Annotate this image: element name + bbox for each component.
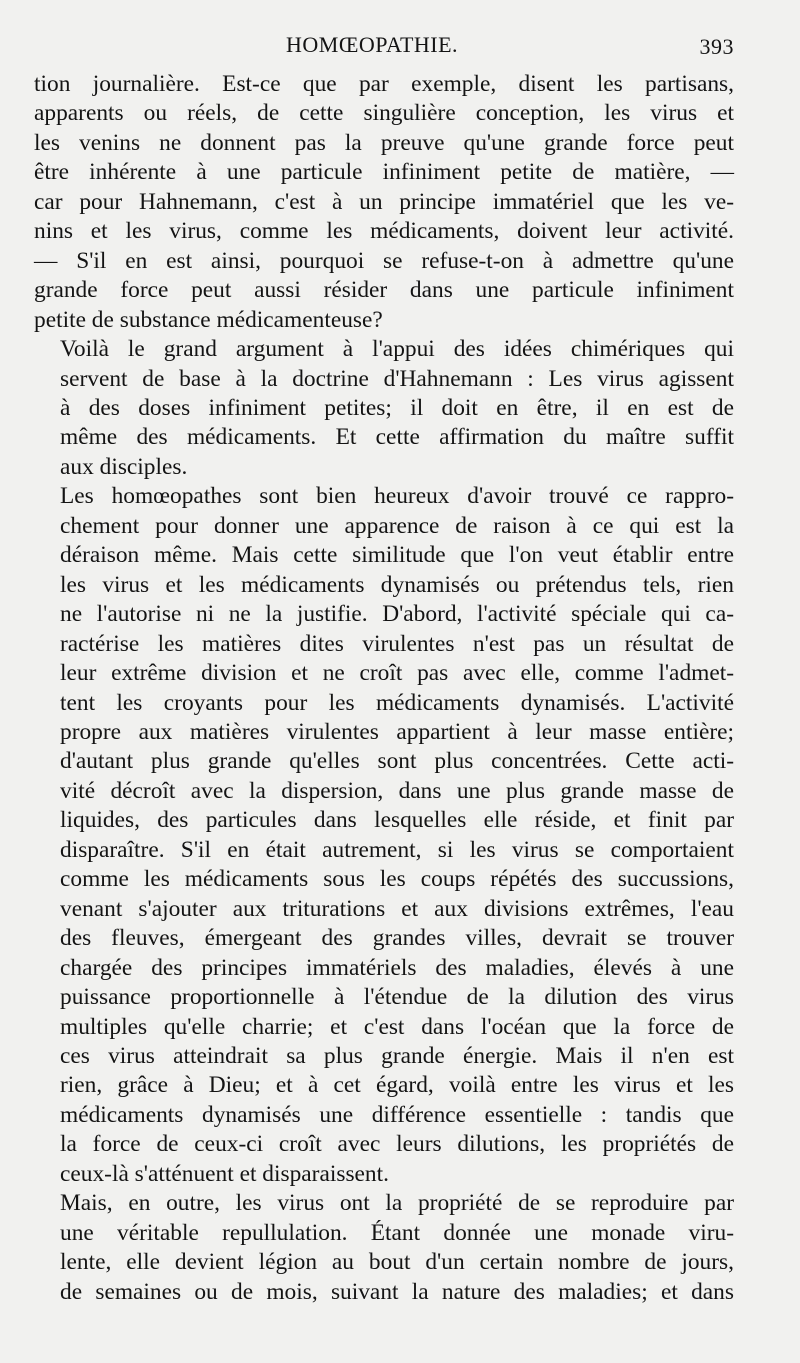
text-line: tion journalière. Est-ce que par exemple, disent les partisans, <box>34 71 734 97</box>
text-line: rien, grâce à Dieu; et à cet égard, voilà entre les virus et les <box>60 1072 734 1099</box>
paragraph-2 <box>34 335 734 482</box>
text-line: médicaments dynamisés une différence essentielle : tandis que <box>60 1101 734 1128</box>
running-header <box>34 28 734 70</box>
text-line: ne l'autorise ni ne la justifie. D'abord, l'activité spéciale qui ca- <box>60 601 734 628</box>
text-line: apparents ou réels, de cette singulière conception, les virus et <box>34 100 734 127</box>
text-line: lente, elle devient légion au bout d'un certain nombre de jours, <box>60 1249 734 1276</box>
page-number: 393 <box>699 34 734 59</box>
text-line: puissance proportionnelle à l'étendue de la dilution des virus <box>60 984 734 1011</box>
text-line: chement pour donner une apparence de raison à ce qui est la <box>60 512 734 539</box>
text-line: liquides, des particules dans lesquelles elle réside, et finit par <box>60 807 734 834</box>
text-line: déraison même. Mais cette similitude que l'on veut établir entre <box>60 542 734 569</box>
text-line: grande force peut aussi résider dans une particule infiniment <box>34 277 734 304</box>
text-line: les virus et les médicaments dynamisés ou prétendus tels, rien <box>60 571 734 598</box>
text-line: servent de base à la doctrine d'Hahnemann : Les virus agissent <box>60 365 734 392</box>
text-line: la force de ceux-ci croît avec leurs dilutions, les propriétés de <box>60 1131 734 1158</box>
text-line: multiples qu'elle charrie; et c'est dans l'océan que la force de <box>60 1013 734 1040</box>
text-line: Mais, en outre, les virus ont la propriété de se reproduire par <box>60 1190 734 1217</box>
paragraph-3 <box>34 482 734 1189</box>
text-line: à des doses infiniment petites; il doit en être, il en est de <box>60 394 734 421</box>
text-line: d'autant plus grande qu'elles sont plus concentrées. Cette acti- <box>60 748 734 775</box>
text-line: tent les croyants pour les médicaments dynamisés. L'activité <box>60 689 734 716</box>
text-line: propre aux matières virulentes appartient à leur masse entière; <box>60 718 734 745</box>
text-line: ractérise les matières dites virulentes n'est pas un résultat de <box>60 630 734 657</box>
text-line: une véritable repullulation. Étant donnée une monade viru- <box>60 1219 734 1246</box>
text-line: disparaître. S'il en était autrement, si les virus se comportaient <box>60 836 734 863</box>
text-line: car pour Hahnemann, c'est à un principe immatériel que les ve- <box>34 188 734 215</box>
text-line: leur extrême division et ne croît pas avec elle, comme l'admet- <box>60 660 734 687</box>
text-line: vité décroît avec la dispersion, dans une plus grande masse de <box>60 777 734 804</box>
text-line: même des médicaments. Et cette affirmation du maître suffit <box>60 424 734 451</box>
paragraph-1 <box>34 70 734 335</box>
text-line: nins et les virus, comme les médicaments, doivent leur activité. <box>34 218 734 245</box>
paragraph-4 <box>34 1189 734 1307</box>
text-line: chargée des principes immatériels des maladies, élevés à une <box>60 954 734 981</box>
text-line: Voilà le grand argument à l'appui des idées chimériques qui <box>60 336 734 363</box>
text-line: ces virus atteindrait sa plus grande énergie. Mais il n'en est <box>60 1042 734 1069</box>
text-line: Les homœopathes sont bien heureux d'avoir trouvé ce rappro- <box>60 483 734 510</box>
text-line: ceux-là s'atténuent et disparaissent. <box>60 1160 389 1187</box>
text-line: des fleuves, émergeant des grandes villes, devrait se trouver <box>60 925 734 952</box>
text-line: comme les médicaments sous les coups répétés des succussions, <box>60 866 734 893</box>
text-line: être inhérente à une particule infiniment petite de matière, — <box>34 159 734 186</box>
running-title: HOMŒOPATHIE. <box>286 32 459 57</box>
text-line: petite de substance médicamenteuse? <box>34 306 383 333</box>
text-line: les venins ne donnent pas la preuve qu'une grande force peut <box>34 129 734 156</box>
text-line: de semaines ou de mois, suivant la nature des maladies; et dans <box>60 1278 734 1305</box>
text-line: aux disciples. <box>60 453 188 480</box>
body-text <box>34 70 734 1307</box>
text-line: venant s'ajouter aux triturations et aux divisions extrêmes, l'eau <box>60 895 734 922</box>
text-line: — S'il en est ainsi, pourquoi se refuse-t-on à admettre qu'une <box>34 247 734 274</box>
